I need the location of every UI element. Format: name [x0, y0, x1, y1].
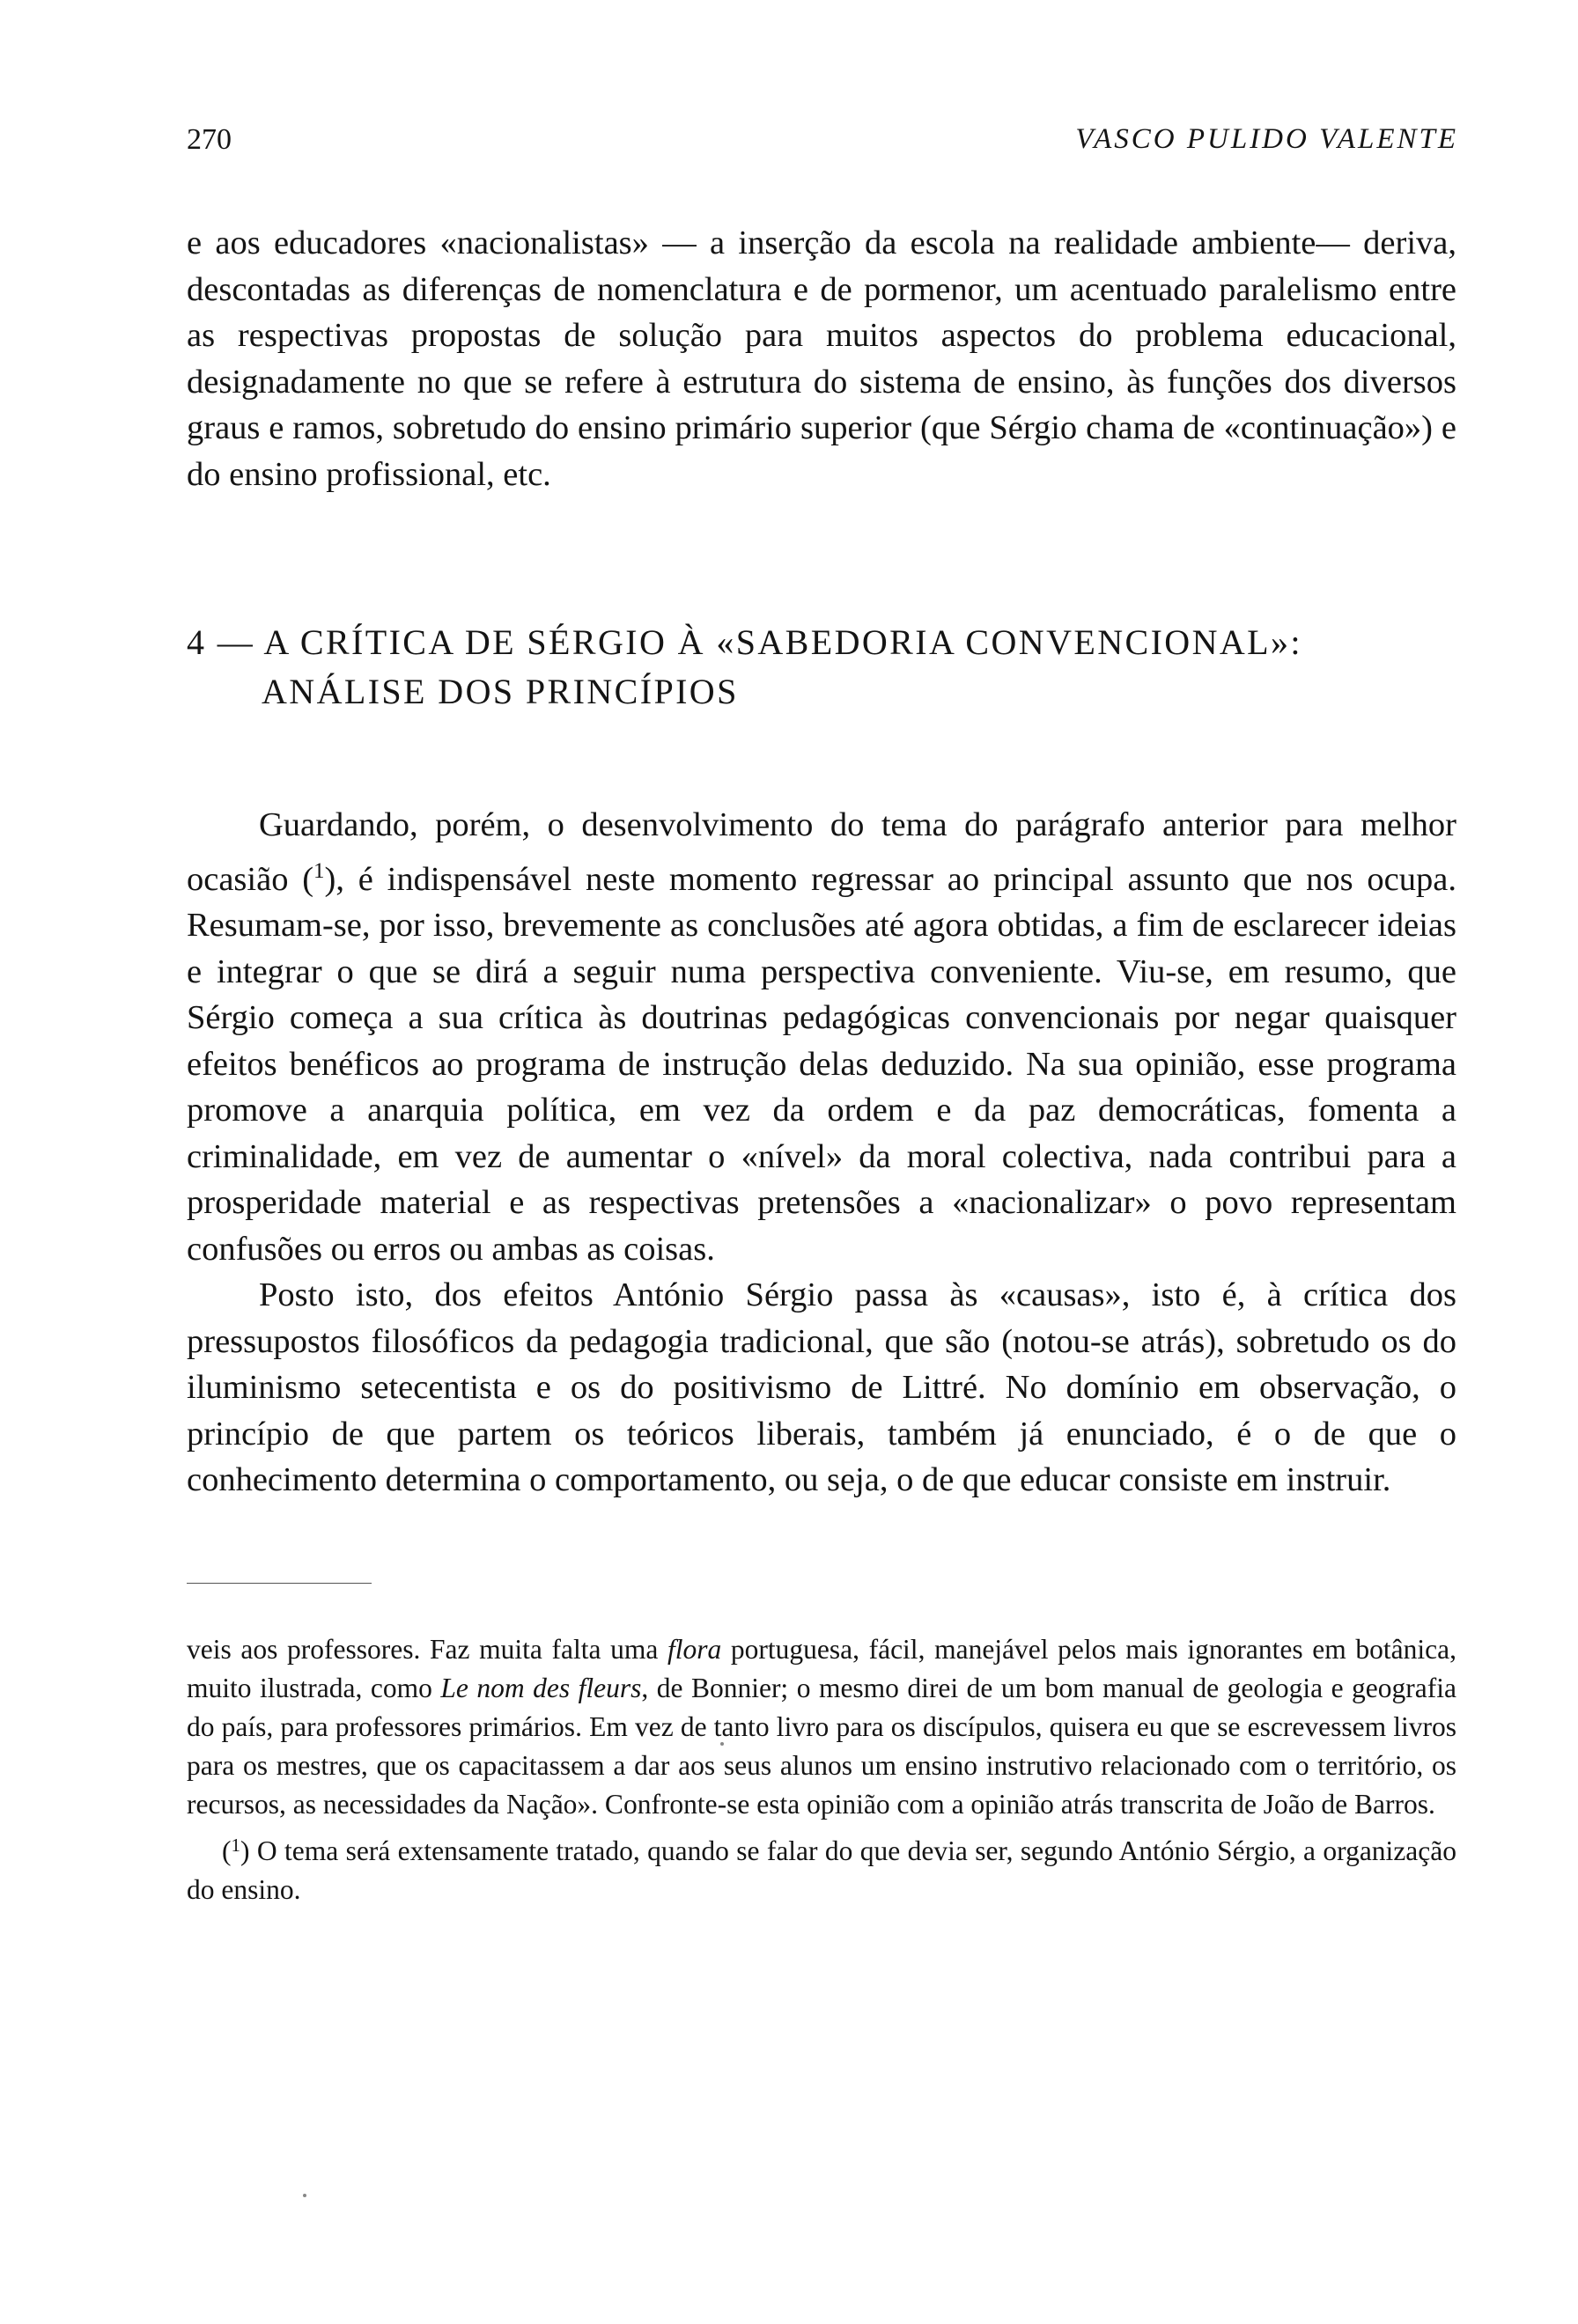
footnotes: [187, 1630, 1456, 1909]
book-page: [187, 114, 1456, 1909]
footnote-continued: [187, 1630, 1456, 1824]
footnote-reference-1[interactable]: 1: [313, 858, 325, 883]
footnote-1-marker: 1: [231, 1834, 240, 1856]
footnote-separator: [187, 1583, 372, 1584]
footnote-1-text: O tema será extensamente tratado, quando se falar do que devia ser, segundo António Sérgio, a organização do ensino.: [187, 1835, 1456, 1905]
page-number: 270: [187, 123, 232, 156]
running-head-author: VASCO PULIDO VALENTE: [1075, 123, 1458, 155]
footnote-italic-book-title: Le nom des fleurs: [440, 1672, 642, 1703]
paragraph-summary-text-start: Guardando, porém, o desenvolvimento do tema do parágrafo anterior para melhor ocasião (: [187, 806, 1456, 898]
scan-speck-mark: [720, 1742, 724, 1746]
footnote-continued-text-2: portuguesa, fácil, manejável pelos mais ignorantes em botânica, muito ilustrada, como: [187, 1633, 1456, 1703]
scan-speck-mark: [303, 2194, 306, 2197]
footnote-continued-text-3: , de Bonnier; o mesmo direi de um bom manual de geologia e geografia do país, para professores primários. Em vez de tanto livro para os discípulos, quisera eu que se escrevessem livros para os mestres, que os capacitassem a dar aos seus alunos um ensino instrutivo relacionado com o território, os recursos, as necessidades da Nação». Confronte-se esta opinião com a opinião atrás transcrita de João de Barros.: [187, 1672, 1456, 1820]
paragraph-causes: Posto isto, dos efeitos António Sérgio passa às «causas», isto é, à crítica dos pressupostos filosóficos da pedagogia tradicional, que são (notou-se atrás), sobretudo os do iluminismo setecentista e os do positivismo de Littré. No domínio em observação, o princípio de que partem os teóricos liberais, também já enunciado, é o de que o conhecimento determina o comportamento, ou seja, o de que educar consiste em instruir.: [187, 1276, 1456, 1498]
paragraph-continued: e aos educadores «nacionalistas» — a inserção da escola na realidade ambiente— deriva, descontadas as diferenças de nomenclatura e de pormenor, um acentuado paralelismo entre as respectivas propostas de solução para muitos aspectos do problema educacional, designadamente no que se refere à estrutura do sistema de ensino, às funções dos diversos graus e ramos, sobretudo do ensino primário superior (que Sérgio chama de «continuação») e do ensino profissional, etc.: [187, 224, 1456, 493]
paragraph-summary: [187, 802, 1456, 1272]
footnote-italic-flora: flora: [667, 1633, 722, 1665]
section-heading-line-1: 4 — A CRÍTICA DE SÉRGIO À «SABEDORIA CONVENCIONAL»:: [187, 622, 1302, 662]
footnote-continued-text-1: veis aos professores. Faz muita falta uma: [187, 1633, 667, 1665]
section-heading: [187, 618, 1456, 717]
section-heading-line-2: ANÁLISE DOS PRINCÍPIOS: [262, 672, 739, 711]
running-head: [187, 114, 1456, 167]
footnote-1: [187, 1826, 1456, 1909]
footnote-1-close-paren: ): [240, 1835, 250, 1866]
paragraph-summary-text-end: ), é indispensável neste momento regressar ao principal assunto que nos ocupa. Resumam-se, por isso, brevemente as conclusões até agora obtidas, a fim de esclarecer ideias e integrar o que se dirá a seguir numa perspectiva conveniente. Viu-se, em resumo, que Sérgio começa a sua crítica às doutrinas pedagógicas convencionais por negar quaisquer efeitos benéficos ao programa de instrução delas deduzido. Na sua opinião, esse programa promove a anarquia política, em vez da ordem e da paz democráticas, fomenta a criminalidade, em vez de aumentar o «nível» da moral colectiva, nada contribui para a prosperidade material e as respectivas pretensões a «nacionalizar» o povo representam confusões ou erros ou ambas as coisas.: [187, 860, 1456, 1268]
footnote-1-open-paren: (: [222, 1835, 232, 1866]
